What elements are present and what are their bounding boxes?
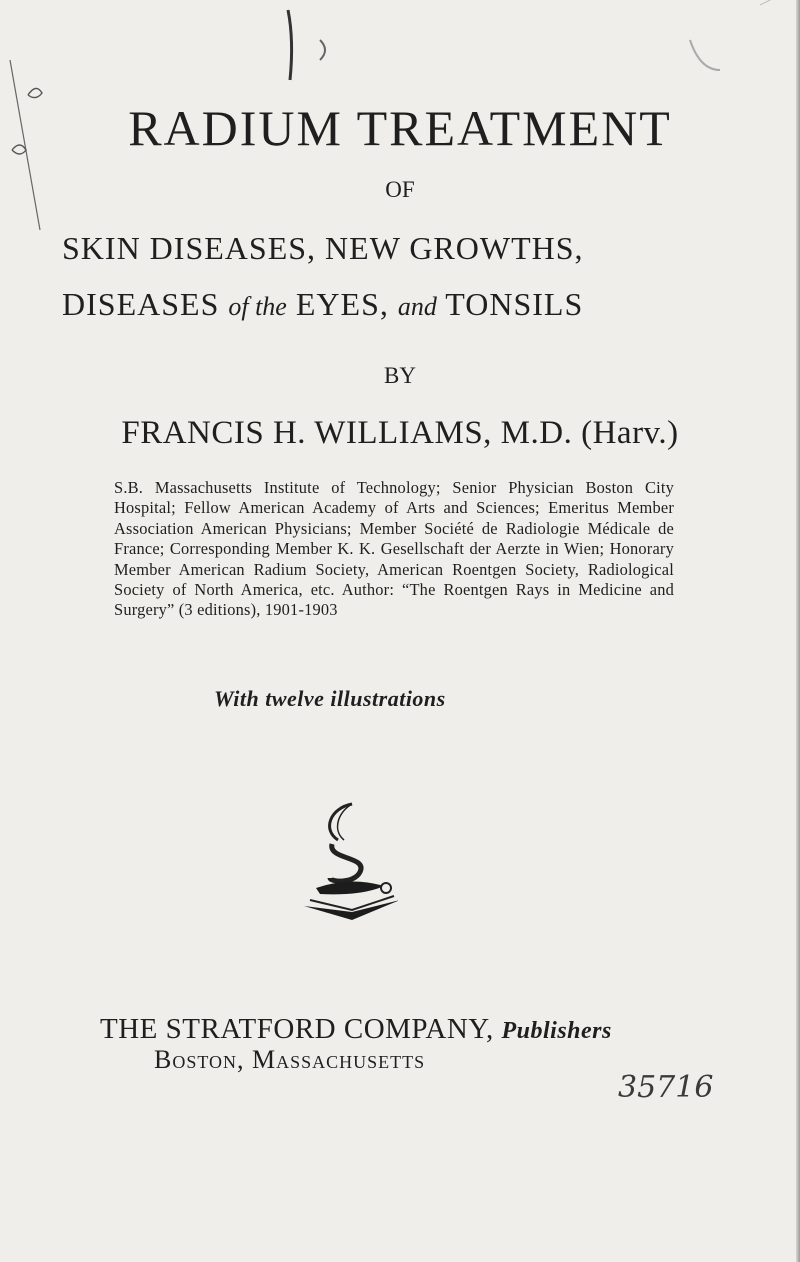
illustrations-note: With twelve illustrations [214, 686, 446, 711]
book-title: RADIUM TREATMENT [128, 100, 672, 156]
subtitle-word-of-the: of the [228, 292, 287, 321]
by-label: BY [384, 363, 416, 388]
author-name: FRANCIS H. WILLIAMS, M.D. (Harv.) [121, 415, 679, 451]
publisher-place: Boston, Massachusetts [154, 1045, 426, 1074]
subtitle-line-1: SKIN DISEASES, NEW GROWTHS, [62, 230, 584, 266]
author-credentials: S.B. Massachusetts Institute of Technology; Senior Physician Boston City Hospital; Fellow American Academy of Arts and Sciences; Emeritus Member Association American Physicians; Member Société de Radiologie Médicale de France; Corresponding Member K. K. Gesellschaft der Aerzte in Wien; Honorary Member American Radium Society, American Roentgen Society, Radiological Society of North America, etc. Author: “The Roentgen Rays in Medicine and Surgery” (3 editions), 1901-1903 [114, 478, 674, 620]
subtitle-word-tonsils: TONSILS [445, 286, 584, 322]
handwritten-call-number: 35716 [618, 1070, 714, 1105]
book-subtitle [62, 220, 702, 335]
publisher-name: THE STRATFORD COMPANY, [100, 1013, 494, 1045]
page-edge [796, 0, 800, 1262]
publisher-lamp-logo [302, 800, 398, 930]
title-connector: OF [385, 177, 415, 202]
subtitle-line-2 [62, 276, 702, 335]
subtitle-word-eyes: EYES, [295, 286, 389, 322]
subtitle-word-diseases: DISEASES [62, 286, 220, 322]
publisher-line [100, 1012, 612, 1048]
publisher-role: Publishers [501, 1018, 612, 1044]
subtitle-word-and: and [397, 292, 437, 321]
